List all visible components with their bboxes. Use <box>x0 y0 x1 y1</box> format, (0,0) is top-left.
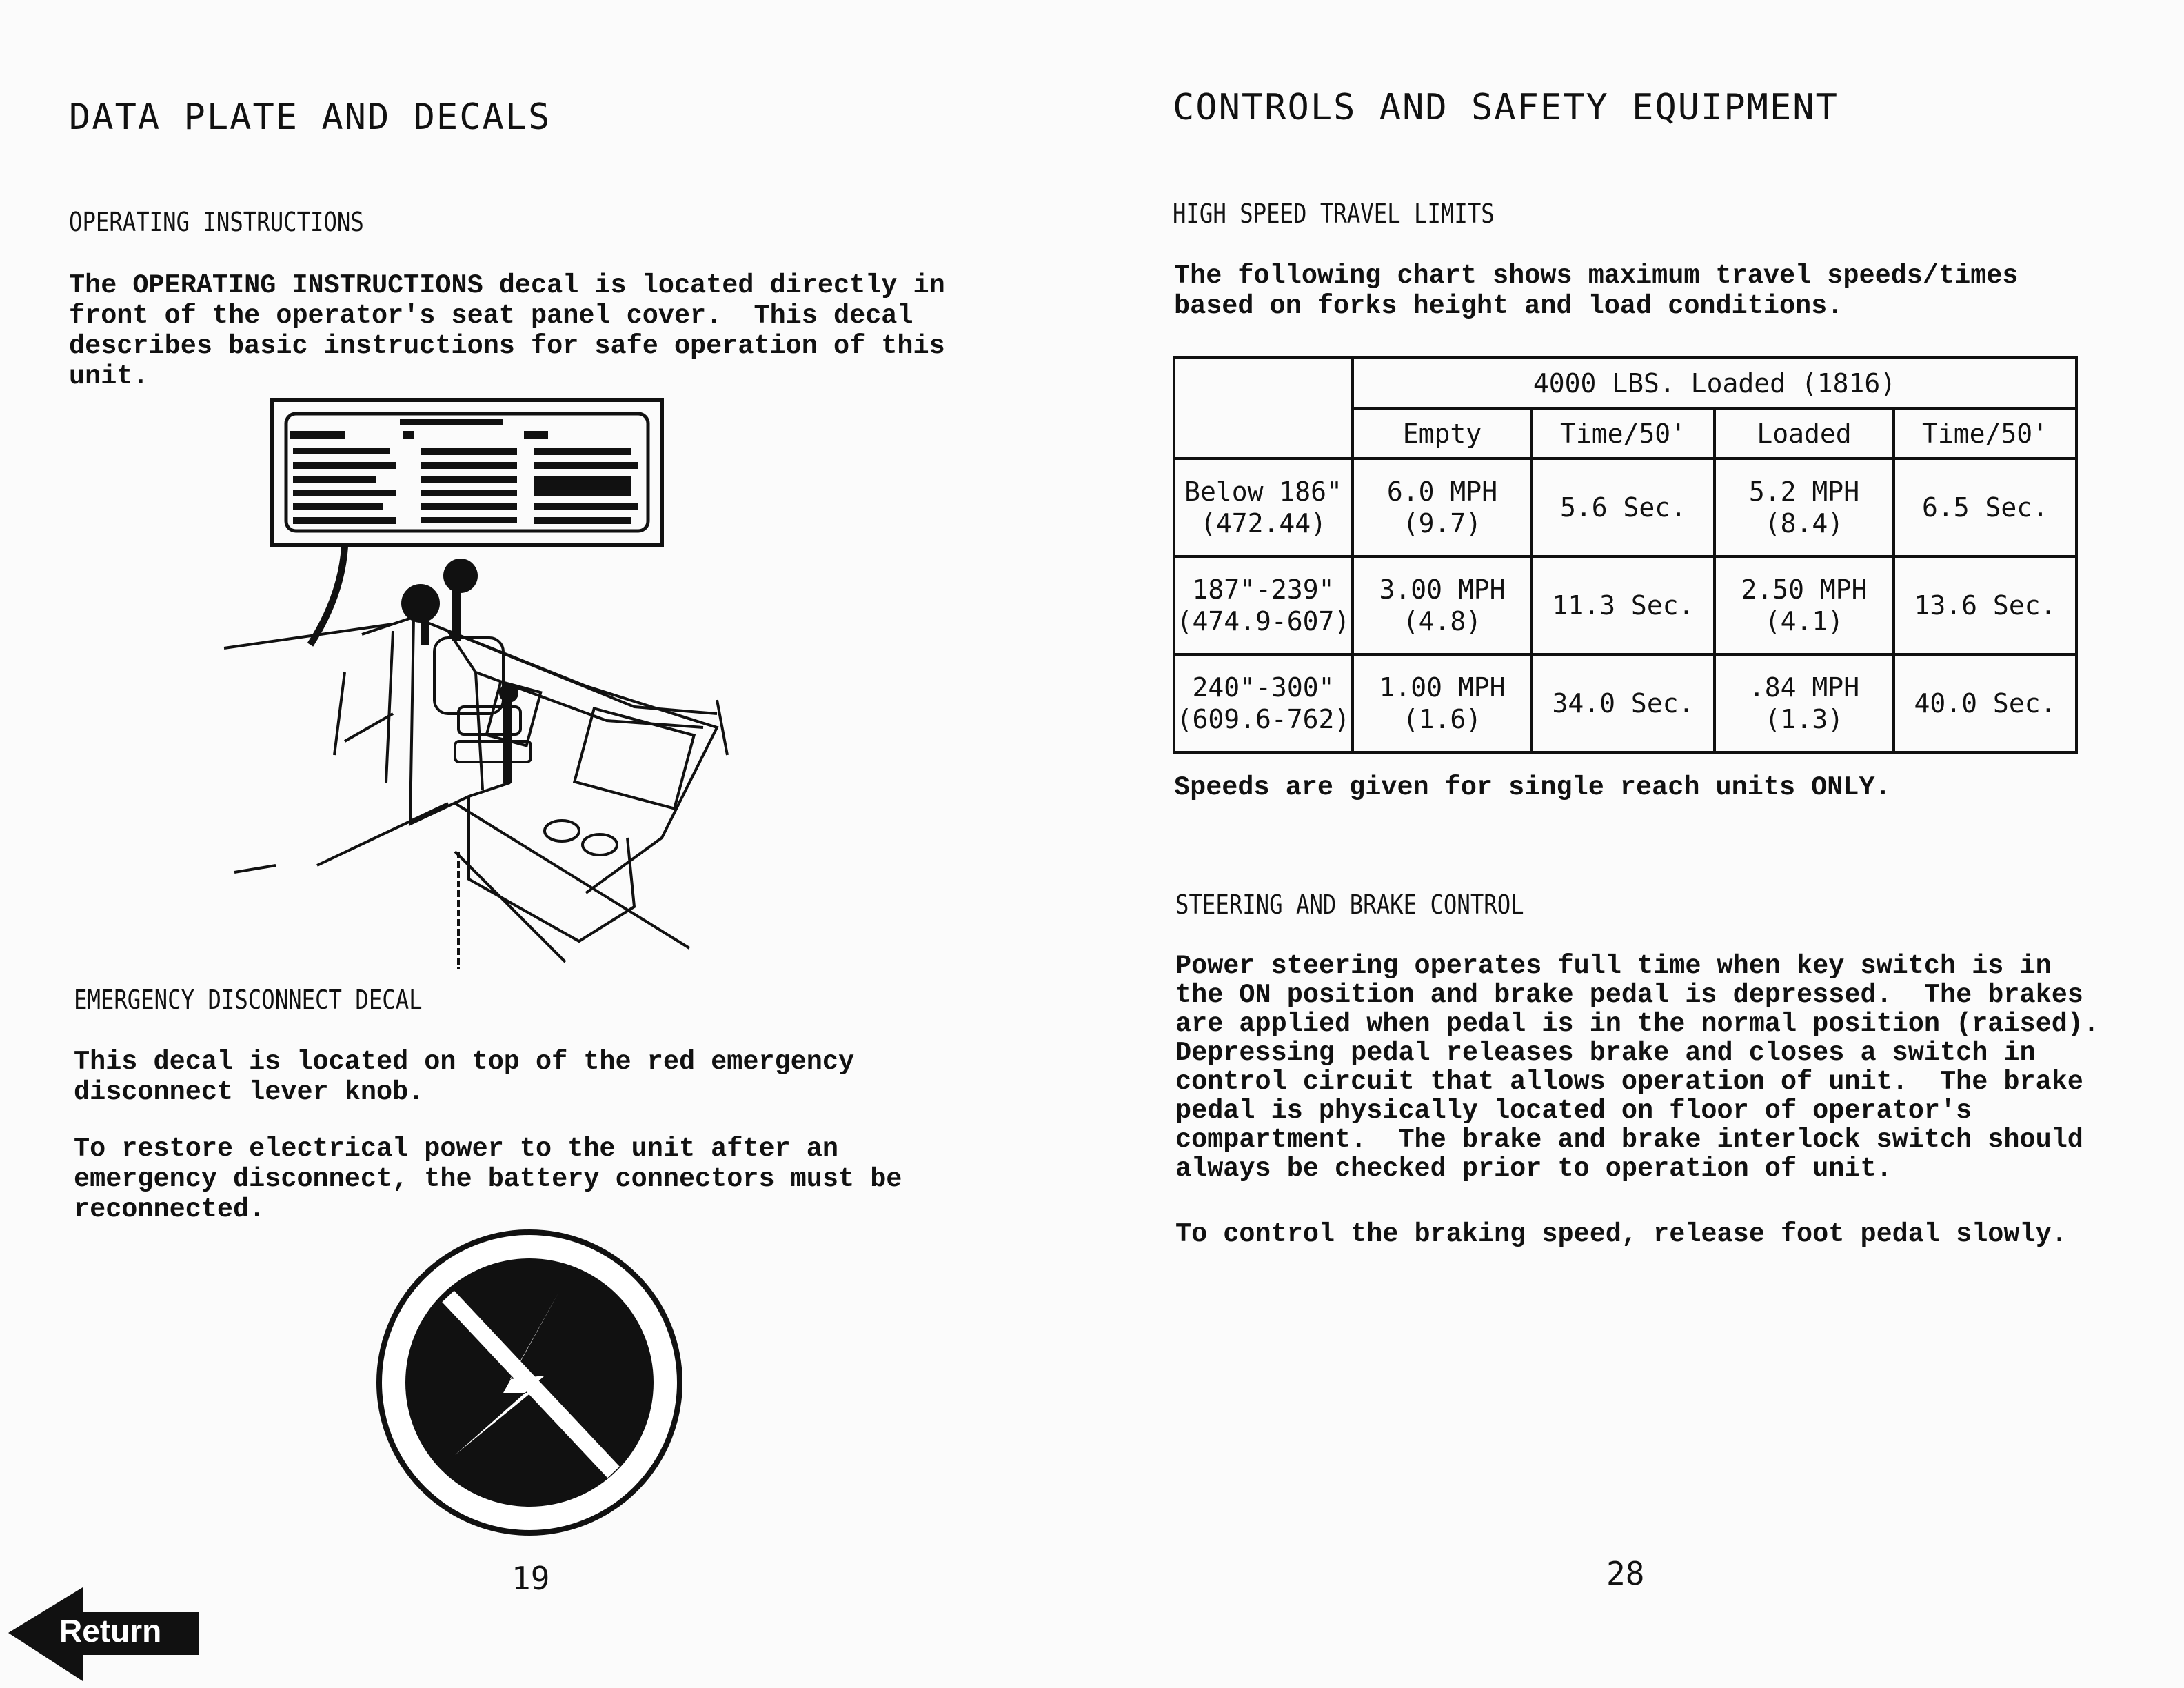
cell-line: (1.6) <box>1402 704 1482 734</box>
steering-brake-text <box>1175 952 2099 1183</box>
text-line: disconnect lever knob. <box>74 1077 425 1107</box>
loaded-speed-cell <box>1715 459 1894 556</box>
cell-line: 187"-239" <box>1192 574 1335 605</box>
text-line: Power steering operates full time when key switch is in <box>1175 951 2052 981</box>
text-line: unit. <box>69 361 149 392</box>
table-row <box>1174 459 2076 556</box>
text-line: based on forks height and load conditions. <box>1174 291 1843 321</box>
cell-line: (4.8) <box>1402 606 1482 636</box>
cell-line: 2.50 MPH <box>1741 574 1868 605</box>
travel-speed-table <box>1173 356 2078 754</box>
text-line: This decal is located on top of the red emergency <box>74 1047 855 1077</box>
text-line: Depressing pedal releases brake and closes a switch in <box>1175 1038 2036 1068</box>
text-line: front of the operator's seat panel cover. This decal <box>69 301 913 331</box>
cell-line: (8.4) <box>1764 508 1844 539</box>
cell-line: (472.44) <box>1200 508 1327 539</box>
height-cell <box>1174 654 1353 752</box>
text-line: emergency disconnect, the battery connectors must be <box>74 1164 902 1194</box>
column-header: Loaded <box>1715 408 1894 459</box>
text-line: always be checked prior to operation of unit. <box>1175 1154 1892 1184</box>
operating-instructions-heading: OPERATING INSTRUCTIONS <box>69 207 364 237</box>
high-speed-text <box>1174 261 2019 321</box>
table-note: Speeds are given for single reach units ONLY. <box>1174 772 1891 803</box>
cell-line: 3.00 MPH <box>1379 574 1506 605</box>
empty-corner-cell <box>1174 358 1353 459</box>
height-cell <box>1174 459 1353 556</box>
return-label: Return <box>59 1613 162 1649</box>
text-line: describes basic instructions for safe operation of this <box>69 331 945 361</box>
return-button[interactable] <box>7 1586 200 1682</box>
text-line: are applied when pedal is in the normal position (raised). <box>1175 1009 2100 1039</box>
loaded-speed-cell <box>1715 654 1894 752</box>
steering-brake-heading: STEERING AND BRAKE CONTROL <box>1175 890 1524 920</box>
column-header: Time/50' <box>1894 408 2076 459</box>
table-row <box>1174 654 2076 752</box>
operating-instructions-text <box>69 270 945 392</box>
text-line: the ON position and brake pedal is depressed. The brakes <box>1175 980 2083 1010</box>
braking-speed-text: To control the braking speed, release foot pedal slowly. <box>1175 1219 2067 1249</box>
text-line: The OPERATING INSTRUCTIONS decal is located directly in <box>69 270 945 301</box>
emergency-disconnect-heading: EMERGENCY DISCONNECT DECAL <box>74 985 423 1015</box>
empty-time-cell: 11.3 Sec. <box>1532 556 1715 654</box>
cell-line: (609.6-762) <box>1176 704 1351 734</box>
loaded-time-cell: 13.6 Sec. <box>1894 556 2076 654</box>
cell-line: 240"-300" <box>1192 672 1335 703</box>
cell-line: (1.3) <box>1764 704 1844 734</box>
decal-text-blocks <box>290 419 638 524</box>
right-page-title: CONTROLS AND SAFETY EQUIPMENT <box>1173 87 1839 128</box>
cell-line: 6.0 MPH <box>1386 476 1498 507</box>
table-row <box>1174 556 2076 654</box>
empty-speed-cell <box>1353 459 1532 556</box>
empty-time-cell: 5.6 Sec. <box>1532 459 1715 556</box>
column-header: Time/50' <box>1532 408 1715 459</box>
right-page-number: 28 <box>1606 1555 1645 1592</box>
cell-line: (9.7) <box>1402 508 1482 539</box>
loaded-time-cell: 6.5 Sec. <box>1894 459 2076 556</box>
emergency-disconnect-decal-icon <box>372 1227 689 1538</box>
cell-line: (4.1) <box>1764 606 1844 636</box>
text-line: pedal is physically located on floor of operator's <box>1175 1096 1972 1126</box>
text-line: To restore electrical power to the unit after an <box>74 1134 838 1164</box>
height-cell <box>1174 556 1353 654</box>
text-line: control circuit that allows operation of unit. The brake <box>1175 1067 2083 1097</box>
cell-line: 1.00 MPH <box>1379 672 1506 703</box>
left-page-title: DATA PLATE AND DECALS <box>69 97 552 138</box>
left-page-number: 19 <box>512 1560 550 1597</box>
column-header: Empty <box>1353 408 1532 459</box>
text-line: The following chart shows maximum travel speeds/times <box>1174 261 2019 291</box>
cell-line: .84 MPH <box>1748 672 1860 703</box>
loaded-speed-cell <box>1715 556 1894 654</box>
emergency-disconnect-text <box>74 1047 854 1107</box>
high-speed-heading: HIGH SPEED TRAVEL LIMITS <box>1173 199 1495 229</box>
empty-time-cell: 34.0 Sec. <box>1532 654 1715 752</box>
cell-line: 5.2 MPH <box>1748 476 1860 507</box>
operator-compartment-illustration <box>221 396 751 976</box>
empty-speed-cell <box>1353 654 1532 752</box>
cell-line: Below 186" <box>1184 476 1342 507</box>
restore-power-text <box>74 1134 902 1225</box>
text-line: reconnected. <box>74 1194 265 1225</box>
empty-speed-cell <box>1353 556 1532 654</box>
group-header: 4000 LBS. Loaded (1816) <box>1353 358 2076 408</box>
loaded-time-cell: 40.0 Sec. <box>1894 654 2076 752</box>
text-line: compartment. The brake and brake interlock switch should <box>1175 1125 2083 1155</box>
cell-line: (474.9-607) <box>1176 606 1351 636</box>
